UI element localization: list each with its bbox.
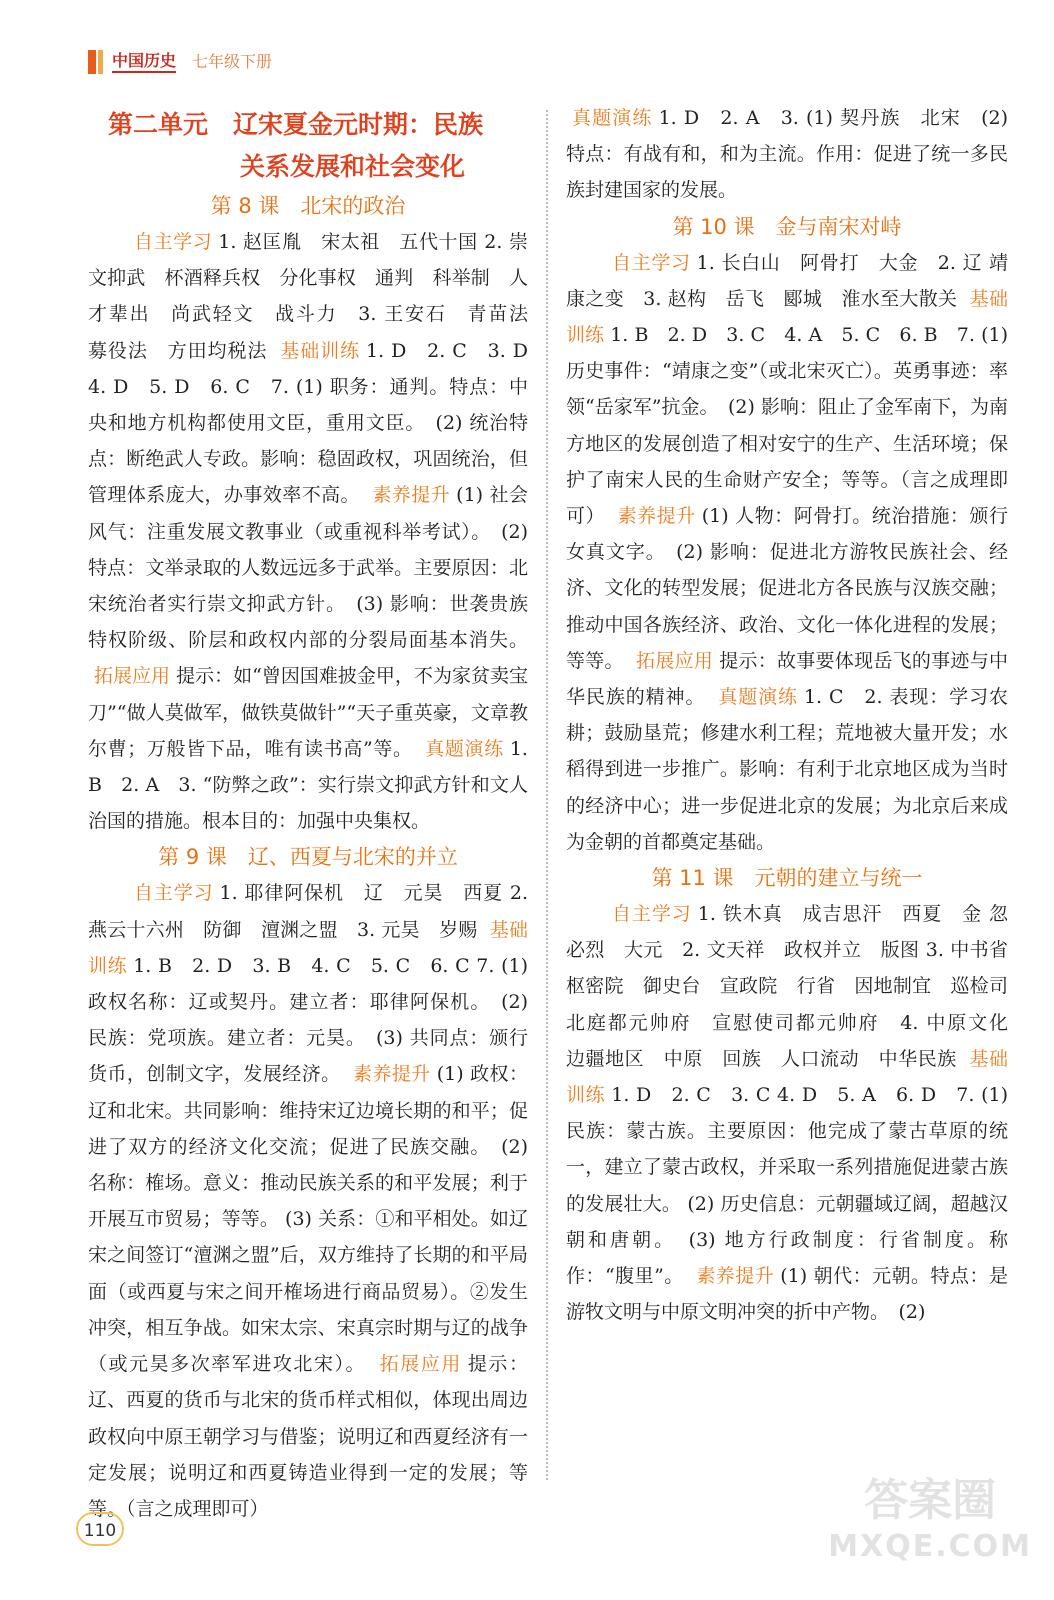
tag-jichu: 基础训练 (88, 918, 528, 977)
answer-text: 1. B 2. A 3. “防弊之政”：实行崇文抑武方针和文人治国的措施。根本目的：加强中央集权。 (88, 737, 528, 833)
tag-tuozhan: 拓展应用 (94, 665, 171, 688)
answer-text: 提示：故事要体现岳飞的事迹与中华民族的精神。 (566, 649, 1008, 709)
answer-text: 1. B 2. D 3. B 4. C 5. C 6. C 7. (1) 政权名称：辽或契丹。建立者：耶律阿保机。 (2) 民族：党项族。建立者：元昊。 (3) 共同点：颁行货币，创制文字，发展经济。 (88, 954, 528, 1086)
answer-text: 1. 长白山 阿骨打 大金 2. 辽 靖康之变 3. 赵构 岳飞 郾城 淮水至大散关 (566, 251, 1008, 310)
answer-text: 1. C 2. 表现：学习农耕；鼓励垦荒；修建水利工程；荒地被大量开发；水稻得到进一步推广。影响：有利于北京地区成为当时的经济中心；进一步促进北京的发展；为北京后来成为金朝的首都奠定基础。 (566, 686, 1008, 853)
watermark-logo (828, 1475, 1032, 1570)
tag-jichu: 基础训练 (280, 339, 360, 362)
tag-suyang: 素养提升 (617, 505, 696, 528)
watermark-line1: 答案圈 (864, 1475, 997, 1526)
lesson-10-title: 第 10 课 金与南宋对峙 (672, 214, 902, 239)
answer-text: 1. D 2. C 3. D 4. D 5. D 6. C 7. (1) 职务：通判。特点：中央和地方机构都使用文臣，重用文臣。 (2) 统治特点：断绝武人专政。影响：稳固政权，巩固统治，但管理体系庞大，办事效率不高。 (88, 339, 547, 507)
tag-suyang: 素养提升 (372, 484, 451, 507)
lesson-8-answers (88, 224, 548, 839)
answer-text: 1. D 2. C 3. C 4. D 5. A 6. D 7. (1) 民族：蒙古族。主要原因：他完成了蒙古草原的统一，建立了蒙古政权，并采取一系列措施促进蒙古族的发展壮大。 (2) 历史信息：元朝疆域辽阔，超越汉朝和唐朝。 (3) 地方行政制度：行省制度。称作：“腹里”。 (566, 1084, 1008, 1288)
unit-title-line1: 第二单元 辽宋夏金元时期：民族 (108, 110, 484, 139)
page-header (88, 48, 272, 76)
answer-text: (1) 社会风气：注重发展文教事业（或重视科举考试）。 (2) 特点：文举录取的人数远远多于武举。主要原因：北宋统治者实行崇文抑武方针。 (3) 影响：世袭贵族特权阶级、阶层和政权内部的分裂局面基本消失。 (88, 484, 528, 652)
tag-zhenti: 真题演练 (718, 686, 798, 709)
lesson-9-title: 第 9 课 辽、西夏与北宋的并立 (158, 845, 458, 870)
tag-zizhu: 自主学习 (612, 903, 692, 926)
right-column (566, 100, 1028, 1331)
watermark-line2: MXQE.COM (828, 1529, 1032, 1564)
tag-zizhu: 自主学习 (134, 231, 213, 253)
answer-text: 1. B 2. D 3. C 4. A 5. C 6. B 7. (1) 历史事件：“靖康之变”（或北宋灭亡）。英勇事迹：率领“岳家军”抗金。 (2) 影响：阻止了金军南下，为南方地区的发展创造了相对安宁的生产、生活环境；保护了南宋人民的生命财产安全；等等。（言之成理即可） (566, 324, 1008, 528)
tag-jichu: 基础训练 (566, 1047, 1008, 1107)
tag-jichu: 基础训练 (566, 287, 1008, 347)
header-subject: 中国历史 (112, 51, 176, 73)
lesson-11-title: 第 11 课 元朝的建立与统一 (651, 866, 923, 891)
lesson-10-answers (566, 245, 1008, 860)
tag-suyang: 素养提升 (353, 1063, 431, 1086)
answer-text: 1. 耶律阿保机 辽 元昊 西夏 2. 燕云十六州 防御 澶渊之盟 3. 元昊 岁赐 (88, 882, 528, 941)
tag-zhenti: 真题演练 (572, 107, 653, 129)
lesson-8-title: 第 8 课 北宋的政治 (210, 194, 406, 218)
answer-text: 提示：如“曾因国难披金甲，不为家贫卖宝刀”“做人莫做军，做铁莫做针”“天子重英豪，文章教尔曹；万般皆下品，唯有读书高”等。 (88, 665, 528, 760)
answer-text: 提示：辽、西夏的货币与北宋的货币样式相似，体现出周边政权向中原王朝学习与借鉴；说明辽和西夏经济有一定发展；说明辽和西夏铸造业得到一定的发展；等等。（言之成理即可） (88, 1353, 528, 1520)
answer-text: 1. 铁木真 成吉思汗 西夏 金 忽必烈 大元 2. 文天祥 政权并立 版图 3. 中书省 枢密院 御史台 宣政院 行省 因地制宜 巡检司 北庭都元帅府 宣慰使司都元帅府 4. 中原文化 边疆地区 中原 回族 人口流动 中华民族 (566, 903, 1028, 1070)
answer-text: (1) 政权：辽和北宋。共同影响：维持宋辽边境长期的和平；促进了双方的经济文化交流；促进了民族交融。 (2) 名称：榷场。意义：推动民族关系的和平发展；利于开展互市贸易；等等。 (3) 关系：①和平相处。如辽宋之间签订“澶渊之盟”后，双方维持了长期的和平局面（或西夏与宋之间开榷场进行商品贸易）。②发生冲突，相互争战。如宋太宗、宋真宗时期与辽的战争（或元昊多次率军进攻北宋）。 (88, 1063, 528, 1376)
header-grade: 七年级下册 (192, 52, 273, 71)
tag-suyang: 素养提升 (696, 1265, 775, 1288)
tag-zizhu: 自主学习 (134, 882, 214, 905)
answer-text: (1) 朝代：元朝。特点：是游牧文明与中原文明冲突的折中产物。 (2) (566, 1265, 1008, 1324)
tag-zhenti: 真题演练 (425, 737, 504, 760)
tag-tuozhan: 拓展应用 (636, 649, 714, 672)
unit-title (108, 104, 528, 188)
tag-tuozhan: 拓展应用 (379, 1353, 462, 1376)
lesson-11-answers (566, 896, 1028, 1330)
page-number: 110 (76, 1512, 124, 1546)
header-book-icon (88, 50, 104, 74)
left-column (88, 100, 548, 1527)
answer-text: 1. 赵匡胤 宋太祖 五代十国 2. 崇文抑武 杯酒释兵权 分化事权 通判 科举制 人才辈出 尚武轻文 战斗力 3. 王安石 青苗法 募役法 方田均税法 (88, 231, 548, 362)
answer-text: (1) 人物：阿骨打。统治措施：颁行女真文字。 (2) 影响：促进北方游牧民族社会、经济、文化的转型发展；促进北方各民族与汉族交融；推动中国各族经济、政治、文化一体化进程的发展；等等。 (566, 505, 1008, 672)
tag-zizhu: 自主学习 (612, 251, 691, 274)
lesson-9-continued (566, 100, 1008, 209)
unit-title-line2: 关系发展和社会变化 (240, 152, 466, 181)
answer-text: 1. D 2. A 3. (1) 契丹族 北宋 (2) 特点：有战有和，和为主流。作用：促进了统一多民族封建国家的发展。 (566, 107, 1008, 202)
lesson-9-answers (88, 875, 528, 1527)
